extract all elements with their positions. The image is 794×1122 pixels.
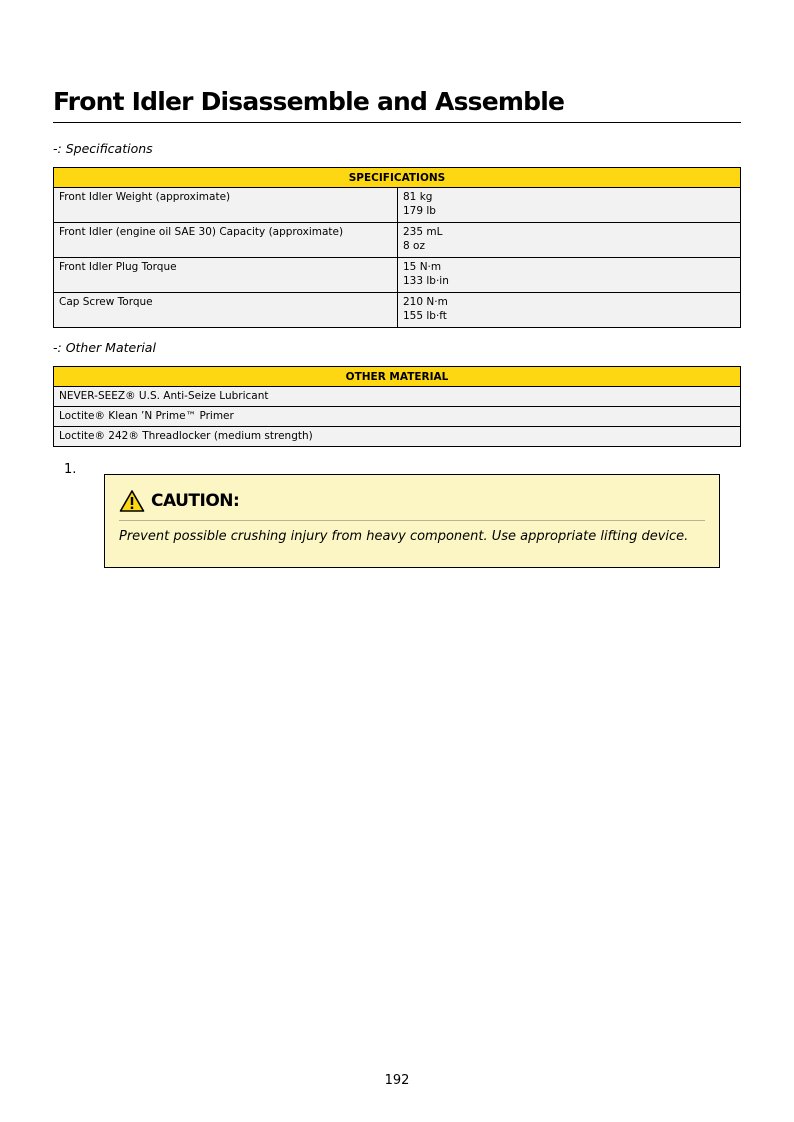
caution-text: Prevent possible crushing injury from heavy component. Use appropriate lifting device. xyxy=(119,529,689,544)
table-row xyxy=(54,293,741,328)
spec-value xyxy=(398,223,741,258)
material-item: Loctite® Klean ’N Prime™ Primer xyxy=(54,407,741,427)
specifications-label: -: Specifications xyxy=(53,141,153,156)
caution-title: CAUTION: xyxy=(151,491,240,511)
specifications-header: SPECIFICATIONS xyxy=(54,168,741,188)
spec-value-imperial: 8 oz xyxy=(403,240,425,252)
spec-value-metric: 81 kg xyxy=(403,191,433,203)
spec-value-metric: 235 mL xyxy=(403,226,443,238)
page-number: 192 xyxy=(384,1073,410,1088)
spec-value xyxy=(398,293,741,328)
caution-box xyxy=(104,474,720,568)
table-row xyxy=(54,407,741,427)
table-row xyxy=(54,427,741,447)
warning-triangle-icon xyxy=(119,489,145,513)
spec-value-imperial: 155 lb·ft xyxy=(403,310,447,322)
other-material-label: -: Other Material xyxy=(53,340,156,355)
specifications-table xyxy=(53,167,741,328)
spec-value xyxy=(398,258,741,293)
caution-header xyxy=(119,487,239,515)
table-row xyxy=(54,188,741,223)
table-row xyxy=(54,223,741,258)
spec-value-metric: 15 N·m xyxy=(403,261,442,273)
spec-item: Front Idler Weight (approximate) xyxy=(54,188,398,223)
table-row xyxy=(54,258,741,293)
spec-value-imperial: 179 lb xyxy=(403,205,436,217)
spec-value xyxy=(398,188,741,223)
spec-item: Front Idler Plug Torque xyxy=(54,258,398,293)
step-number: 1. xyxy=(64,462,77,477)
page-title: Front Idler Disassemble and Assemble xyxy=(53,84,741,123)
caution-divider xyxy=(119,520,705,521)
spec-value-imperial: 133 lb·in xyxy=(403,275,449,287)
spec-item: Front Idler (engine oil SAE 30) Capacity (approximate) xyxy=(54,223,398,258)
material-item: Loctite® 242® Threadlocker (medium strength) xyxy=(54,427,741,447)
material-item: NEVER-SEEZ® U.S. Anti-Seize Lubricant xyxy=(54,387,741,407)
spec-value-metric: 210 N·m xyxy=(403,296,448,308)
spec-item: Cap Screw Torque xyxy=(54,293,398,328)
other-material-header: OTHER MATERIAL xyxy=(54,367,741,387)
other-material-table xyxy=(53,366,741,447)
table-row xyxy=(54,387,741,407)
